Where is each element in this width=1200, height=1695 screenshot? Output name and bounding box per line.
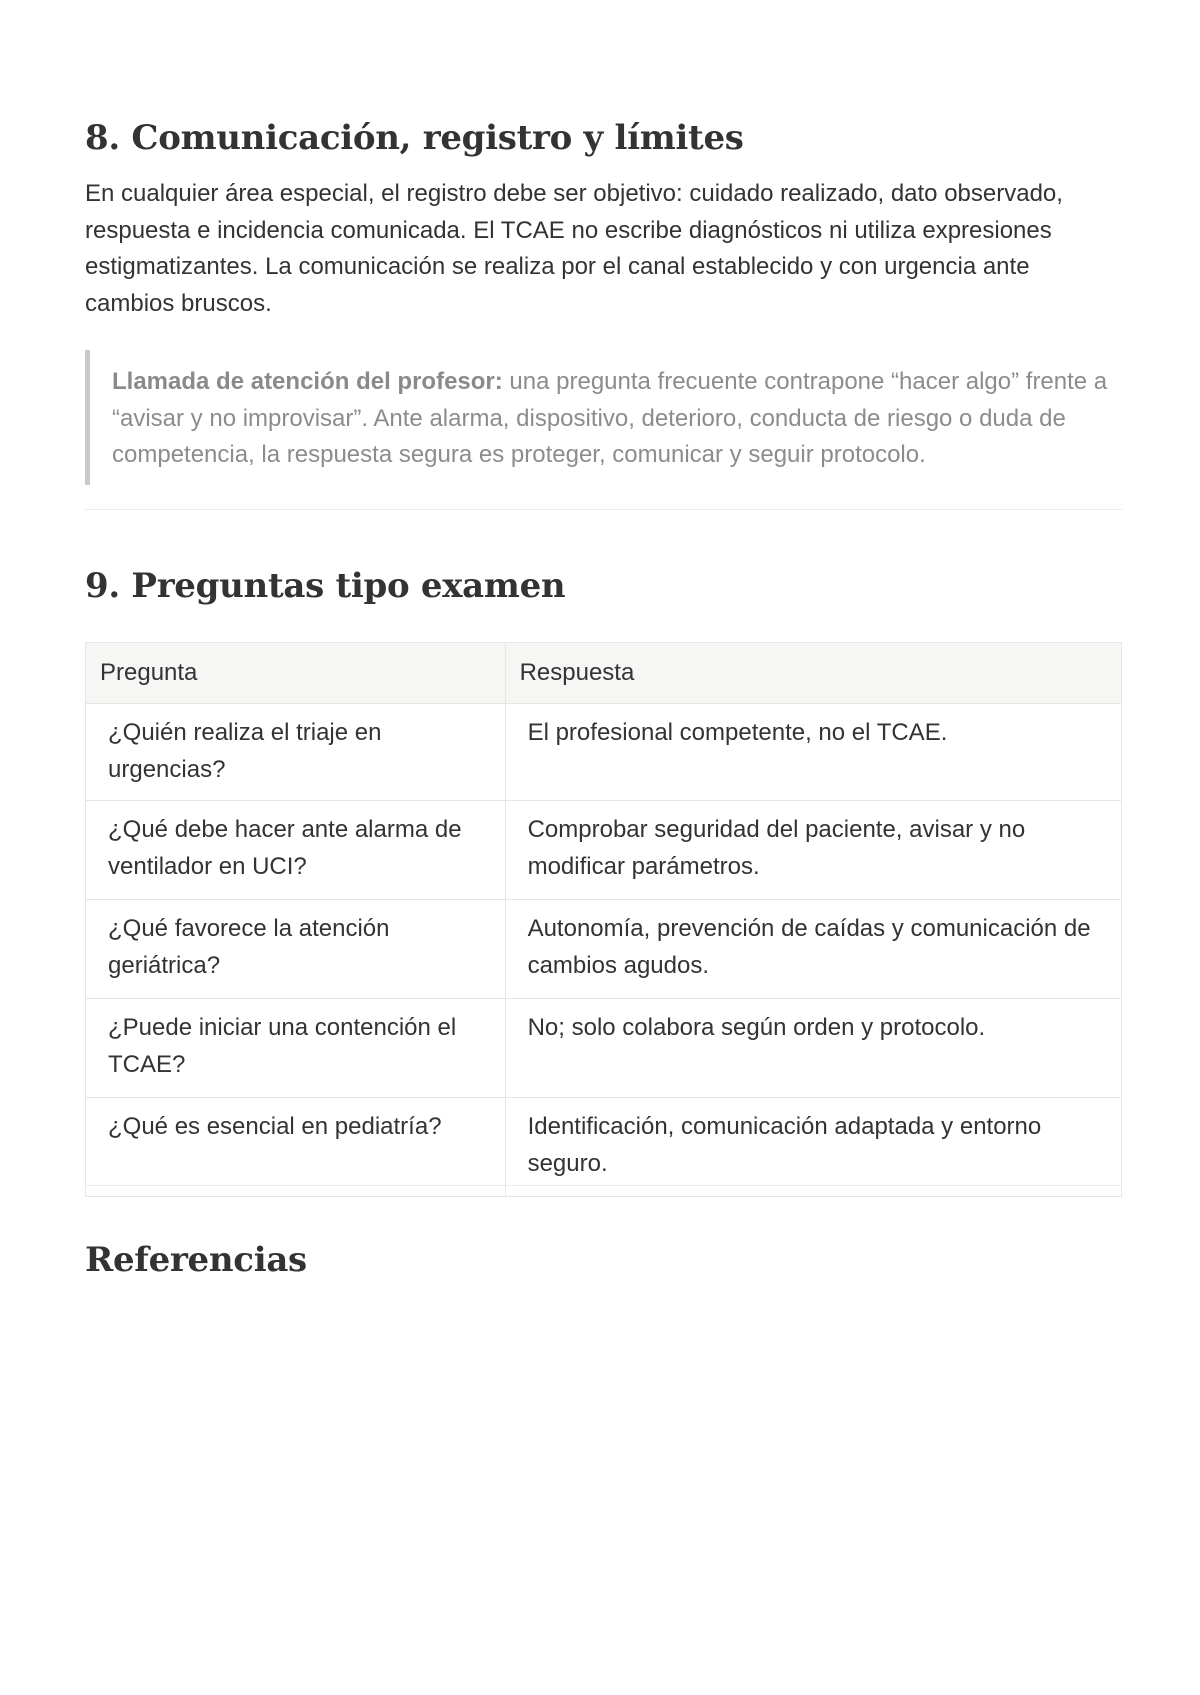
question-cell: ¿Qué es esencial en pediatría? [86,1098,506,1197]
answer-cell: No; solo colabora según orden y protocolo. [505,999,1121,1098]
question-cell: ¿Qué favorece la atención geriátrica? [86,900,506,999]
section-divider [85,1185,1122,1186]
references-heading: Referencias [85,1240,307,1280]
section-divider [85,509,1122,510]
callout-label: Llamada de atención del profesor: [112,368,503,395]
table-row [86,999,1122,1098]
table-header-row [86,643,1122,704]
table-header-answer: Respuesta [505,643,1121,704]
table-row [86,1098,1122,1197]
question-cell: ¿Puede iniciar una contención el TCAE? [86,999,506,1098]
question-cell: ¿Qué debe hacer ante alarma de ventilador en UCI? [86,801,506,900]
question-cell: ¿Quién realiza el triaje en urgencias? [86,704,506,801]
table-row [86,704,1122,801]
table-header-question: Pregunta [86,643,506,704]
answer-cell: Identificación, comunicación adaptada y entorno seguro. [505,1098,1121,1197]
table-row [86,801,1122,900]
exam-questions-table [85,642,1122,1197]
answer-cell: Autonomía, prevención de caídas y comunicación de cambios agudos. [505,900,1121,999]
callout-text: una pregunta frecuente contrapone “hacer algo” frente a “avisar y no improvisar”. Ante alarma, dispositivo, deterioro, conducta de riesgo o duda de competencia, la respuesta segura es proteger, comunicar y seguir protocolo. [112,368,1108,468]
table-row [86,900,1122,999]
answer-cell: Comprobar seguridad del paciente, avisar y no modificar parámetros. [505,801,1121,900]
section-8-heading: 8. Comunicación, registro y límites [85,118,744,158]
section-8-paragraph: En cualquier área especial, el registro debe ser objetivo: cuidado realizado, dato observado, respuesta e incidencia comunicada. El TCAE no escribe diagnósticos ni utiliza expresiones estigmatizantes. La comunicación se realiza por el canal establecido y con urgencia ante cambios bruscos. [85,180,1063,317]
section-9-heading: 9. Preguntas tipo examen [85,566,566,606]
answer-cell: El profesional competente, no el TCAE. [505,704,1121,801]
teacher-callout [85,350,1122,485]
